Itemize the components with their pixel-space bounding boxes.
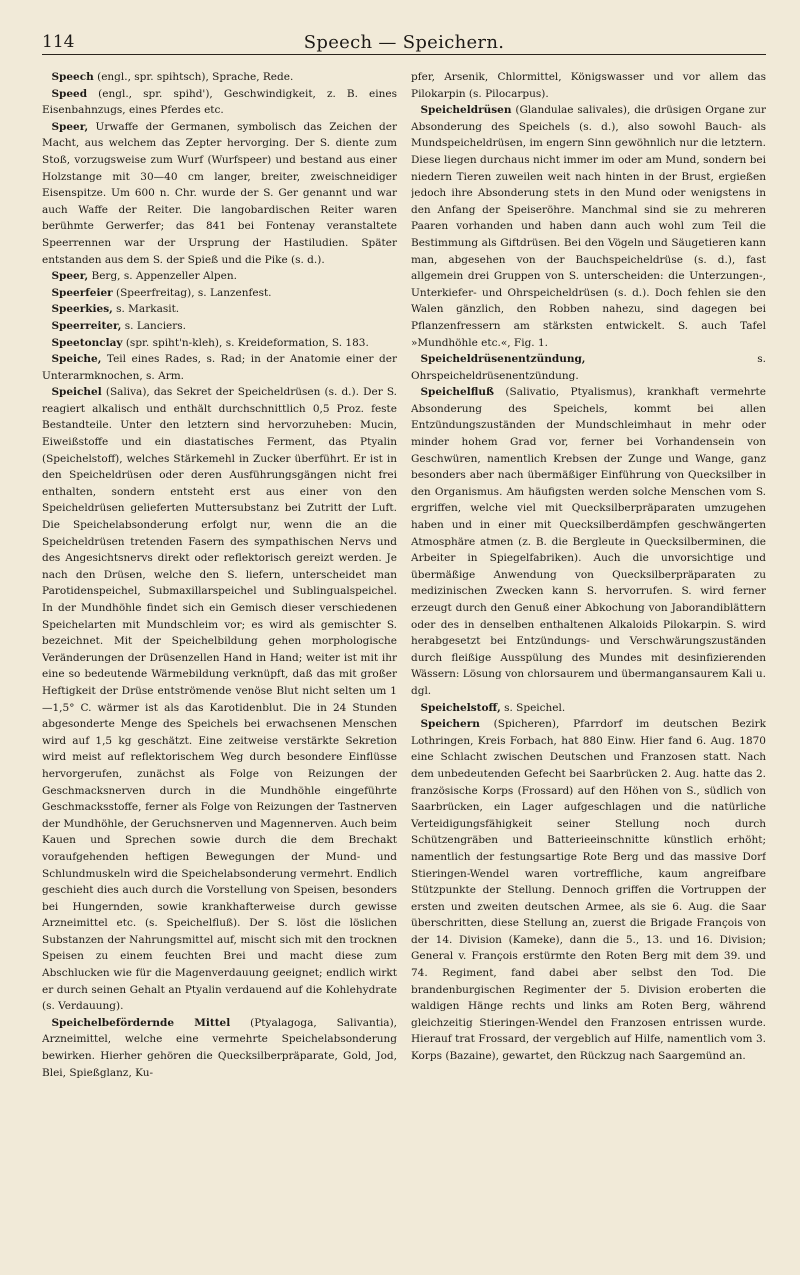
dictionary-entry bbox=[42, 268, 397, 285]
page-header bbox=[42, 28, 766, 55]
entry-text: pfer, Arsenik, Chlormittel, Königswasser und vor allem das Pilokarpin (s. Pilocarpus). bbox=[411, 71, 766, 100]
entry-headword: Speer, bbox=[51, 270, 89, 283]
dictionary-entry bbox=[411, 351, 766, 384]
entry-headword: Speetonclay bbox=[51, 336, 123, 349]
dictionary-entry bbox=[42, 351, 397, 384]
entry-text: (Saliva), das Sekret der Speicheldrüsen (s. d.). Der S. reagiert alkalisch und enthält durchschnittlich 0,5 Proz. feste Bestandteile. Unter den letztern sind hervorzuheben: Mucin, Eiweißstoffe und ein diastatisches Ferment, das Ptyalin (Speichelstoff), welches Stärkemehl in Zucker überführt. Er ist in den Speicheldrüsen oder deren Ausführungsgängen nicht frei enthalten, sondern entsteht erst aus einer von den Speicheldrüsen gelieferten Muttersubstanz bei Zutritt der Luft. Die Speichelabsonderung erfolgt nur, wenn die an die Speicheldrüsen tretenden Fasern des sympathischen Nervs und des Angesichtsnervs direkt oder reflektorisch gereizt werden. Je nach den Drüsen, welche den S. liefern, unterscheidet man Parotidenspeichel, Submaxillarspeichel und Sublingualspeichel. In der Mundhöhle findet sich ein Gemisch dieser verschiedenen Speichelarten mit Mundschleim vor; es wird als gemischter S. bezeichnet. Mit der Speichelbildung gehen morphologische Veränderungen der Drüsenzellen Hand in Hand; weiter ist mit ihr eine so bedeutende Wärmebildung verknüpft, daß das mit großer Heftigkeit der Drüse entströmende venöse Blut nicht selten um 1—1,5° C. wärmer ist als das Karotidenblut. Die in 24 Stunden abgesonderte Menge des Speichels bei erwachsenen Menschen wird auf 1,5 kg geschätzt. Eine zeitweise verstärkte Sekretion wird meist auf reflektorischem Weg durch besondere Einflüsse hervorgerufen, zunächst als Folge von Reizungen der Geschmacksnerven durch in die Mundhöhle eingeführte Geschmacksstoffe, ferner als Folge von Reizungen der Tastnerven der Mundhöhle, der Geruchsnerven und Magennerven. Auch beim Kauen und Sprechen sowie durch die dem Brechakt voraufgehenden heftigen Bewegungen der Mund- und Schlundmuskeln wird die Speichelabsonderung vermehrt. Endlich geschieht dies auch durch die Vorstellung von Speisen, besonders bei Hungernden, sowie krankhafterweise durch gewisse Arzneimittel etc. (s. Speichelfluß). Der S. löst die löslichen Substanzen der Nahrungsmittel auf, mischt sich mit den trocknen Speisen zu einem feuchten Brei und macht diese zum Abschlucken wie für die Magenverdauung geeignet; endlich wirkt er durch seinen Gehalt an Ptyalin verdauend auf die Kohlehydrate (s. Verdauung). bbox=[42, 386, 397, 1013]
dictionary-entry bbox=[42, 318, 397, 335]
entry-text: (Salivatio, Ptyalismus), krankhaft vermehrte Absonderung des Speichels, kommt bei allen Entzündungszuständen der Mundschleimhaut in mehr oder minder hohem Grad vor, ferner bei Vorhandensein von Geschwüren, namentlich Krebsen der Zunge und Wange, ganz besonders aber nach übermäßiger Einführung von Quecksilber in den Organismus. Am häufigsten werden solche Menschen vom S. ergriffen, welche viel mit Quecksilberpräparaten umzugehen haben und in einer mit Quecksilberdämpfen geschwängerten Atmosphäre atmen (z. B. die Bergleute in Quecksilberminen, die Arbeiter in Spiegelfabriken). Auch die unvorsichtige und übermäßige Anwendung von Quecksilberpräparaten zu medizinischen Zwecken kann S. hervorrufen. S. wird ferner erzeugt durch den Genuß einer Abkochung von Jaborandiblättern oder des in denselben enthaltenen Alkaloids Pilokarpin. S. wird herabgesetzt bei Entzündungs- und Verschwärungszuständen durch fleißige Ausspülung des Mundes mit desinfizierenden Wässern: Lösung von chlorsaurem und übermangansaurem Kali u. dgl. bbox=[411, 386, 766, 697]
entry-headword: Speicheldrüsenentzündung, bbox=[420, 353, 586, 366]
entry-text: Urwaffe der Germanen, symbolisch das Zeichen der Macht, aus welchem das Zepter hervorging. Der S. diente zum Stoß, vorzugsweise zum Wurf (Wurfspeer) und bestand aus einer Holzstange mit 30—40 cm langer, breiter, zweischneidiger Eisenspitze. Um 600 n. Chr. wurde der S. Ger genannt und war auch Waffe der Reiter. Die langobardischen Reiter waren berühmte Gerwerfer; das 841 bei Fontenay veranstaltete Speerrennen war der Ursprung der Hastiludien. Später entstanden aus dem S. der Spieß und die Pike (s. d.). bbox=[42, 120, 397, 266]
entry-text: s. Ohrspeicheldrüsenentzündung. bbox=[411, 353, 766, 382]
entry-text: (engl., spr. spihtsch), Sprache, Rede. bbox=[93, 71, 294, 83]
entry-headword: Speicheldrüsen bbox=[420, 104, 512, 117]
page-number: 114 bbox=[42, 32, 75, 52]
entry-text: s. Markasit. bbox=[112, 303, 180, 316]
entry-headword: Speerreiter, bbox=[51, 319, 122, 332]
entry-headword: Speichelfluß bbox=[420, 386, 494, 399]
dictionary-entry bbox=[411, 700, 766, 717]
entry-text: (engl., spr. spihd'), Geschwindigkeit, z. B. eines Eisenbahnzugs, eines Pferdes etc. bbox=[42, 87, 397, 117]
dictionary-entry bbox=[411, 716, 766, 1064]
entry-headword: Speerfeier bbox=[51, 286, 113, 299]
left-column bbox=[42, 69, 397, 1259]
dictionary-entry bbox=[42, 69, 397, 86]
dictionary-entry bbox=[42, 301, 397, 318]
dictionary-entry bbox=[42, 86, 397, 119]
text-columns bbox=[42, 69, 766, 1259]
entry-headword: Speed bbox=[51, 87, 88, 100]
entry-text: Berg, s. Appenzeller Alpen. bbox=[88, 270, 237, 283]
entry-text: Teil eines Rades, s. Rad; in der Anatomie einer der Unterarmknochen, s. Arm. bbox=[42, 353, 397, 382]
dictionary-entry bbox=[411, 384, 766, 699]
dictionary-entry bbox=[42, 384, 397, 1015]
entry-text: (Spicheren), Pfarrdorf im deutschen Bezirk Lothringen, Kreis Forbach, hat 880 Einw. Hier fand 6. Aug. 1870 eine Schlacht zwischen Deutschen und Franzosen statt. Nach dem unbedeutenden Gefecht bei Saarbrücken 2. Aug. hatte das 2. französische Korps (Frossard) auf den Höhen von S., südlich von Saarbrücken, ein Lager aufgeschlagen und die natürliche Verteidigungsfähigkeit seiner Stellung noch durch Schützengräben und Batterieeinschnitte künstlich erhöht; namentlich der festungsartige Rote Berg und das massive Dorf Stieringen-Wendel waren vortreffliche, kaum angreifbare Stützpunkte der Stellung. Dennoch griffen die Vortruppen der ersten und zweiten deutschen Armee, als sie 6. Aug. die Saar überschritten, diese Stellung an, zuerst die Brigade François von der 14. Division (Kameke), dann die 5., 13. und 16. Division; General v. François erstürmte den Roten Berg mit dem 39. und 74. Regiment, fand dabei aber selbst den Tod. Die brandenburgischen Regimenter der 5. Division eroberten die waldigen Hänge rechts und links am Roten Berg, während gleichzeitig Stieringen-Wendel den Franzosen entrissen wurde. Hierauf trat Frossard, der vergeblich auf Hilfe, namentlich vom 3. Korps (Bazaine), gewartet, den Rückzug nach Saargemünd an. bbox=[411, 718, 766, 1063]
entry-text: (spr. spiht'n-kleh), s. Kreideformation, S. 183. bbox=[122, 336, 369, 349]
dictionary-entry bbox=[411, 102, 766, 351]
dictionary-entry bbox=[42, 285, 397, 302]
entry-text: (Glandulae salivales), die drüsigen Organe zur Absonderung des Speichels (s. d.), also sowohl Bauch- als Mundspeicheldrüsen, im engern Sinn gewöhnlich nur die letztern. Diese liegen durchaus nicht immer im oder am Mund, sondern bei niedern Tieren zuweilen weit nach hinten in der Brust, ergießen jedoch ihre Absonderung stets in den Mund oder wenigstens in den Anfang der Speiseröhre. Manchmal sind sie zu mehreren Paaren vorhanden und haben dann auch wohl zum Teil die Bestimmung als Giftdrüsen. Bei den Vögeln und Säugetieren kann man, abgesehen von der Bauchspeicheldrüse (s. d.), fast allgemein drei Gruppen von S. unterscheiden: die Unterzungen-, Unterkiefer- und Ohrspeicheldrüsen (s. d.). Doch fehlen sie den Walen gänzlich, den Robben nahezu, sind dagegen bei Pflanzenfressern am stärksten entwickelt. S. auch Tafel »Mundhöhle etc.«, Fig. 1. bbox=[411, 104, 766, 349]
entry-text: s. Lanciers. bbox=[121, 319, 187, 332]
entry-headword: Speerkies, bbox=[51, 303, 113, 316]
entry-headword: Speichelstoff, bbox=[420, 701, 501, 714]
dictionary-entry bbox=[42, 335, 397, 352]
entry-headword: Speer, bbox=[51, 120, 89, 133]
entry-headword: Speichelbefördernde Mittel bbox=[51, 1016, 231, 1029]
entry-text: (Speerfreitag), s. Lanzenfest. bbox=[112, 286, 272, 299]
entry-headword: Speiche, bbox=[51, 353, 102, 366]
entry-text: s. Speichel. bbox=[500, 701, 566, 714]
right-column bbox=[411, 69, 766, 1259]
entry-text: (Ptyalagoga, Salivantia), Arzneimittel, welche eine vermehrte Speichelabsonderung bewirken. Hierher gehören die Quecksilberpräparate, Gold, Jod, Blei, Spießglanz, Ku- bbox=[42, 1016, 397, 1079]
entry-headword: Speech bbox=[51, 71, 94, 83]
dictionary-entry bbox=[411, 69, 766, 102]
entry-headword: Speichel bbox=[51, 386, 102, 399]
dictionary-entry bbox=[42, 1015, 397, 1081]
dictionary-entry bbox=[42, 119, 397, 268]
entry-headword: Speichern bbox=[420, 718, 480, 731]
running-head: Speech — Speichern. bbox=[303, 32, 505, 53]
